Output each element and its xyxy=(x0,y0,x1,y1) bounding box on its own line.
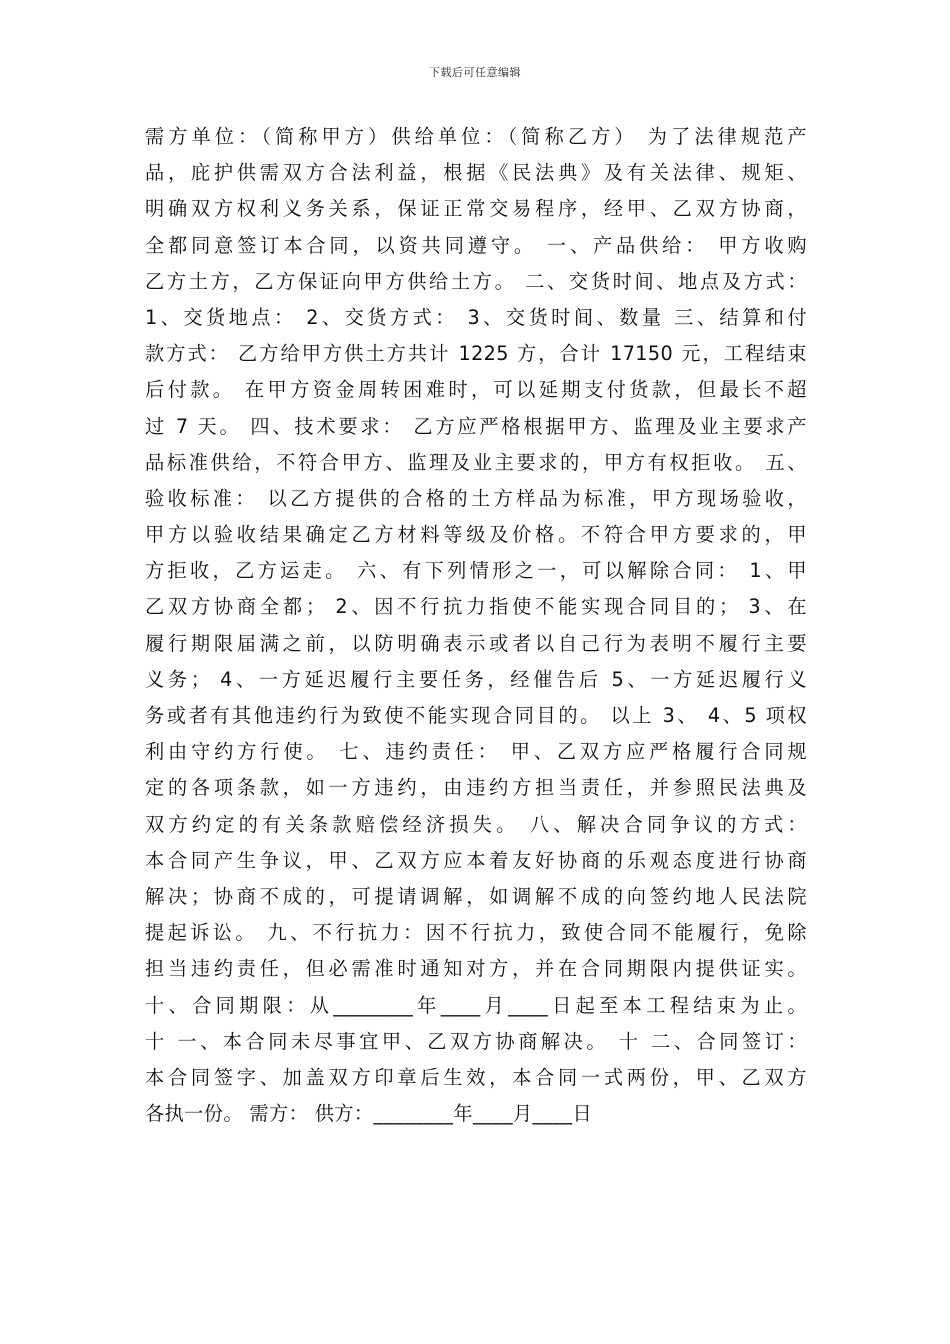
contract-line: 解决；协商不成的，可提请调解，如调解不成的向签约地人民法院 xyxy=(145,884,807,908)
contract-line: 乙双方协商全都； 2、因不行抗力指使不能实现合同目的； 3、在 xyxy=(145,595,807,619)
contract-line: 务或者有其他违约行为致使不能实现合同目的。 以上 3、 4、5 项权 xyxy=(145,704,807,727)
contract-line: 过 7 天。 四、技术要求： 乙方应严格根据甲方、监理及业主要求产 xyxy=(145,414,807,438)
contract-line: 履行期限届满之前，以防明确表示或者以自己行为表明不履行主要 xyxy=(145,631,807,655)
contract-line: 款方式： 乙方给甲方供土方共计 1225 方，合计 17150 元，工程结束 xyxy=(145,342,807,366)
contract-line: 义务； 4、一方延迟履行主要任务，经催告后 5、一方延迟履行义 xyxy=(145,667,807,691)
contract-body xyxy=(145,119,807,1132)
contract-line: 品标准供给，不符合甲方、监理及业主要求的，甲方有权拒收。 五、 xyxy=(145,450,807,474)
contract-line: 双方约定的有关条款赔偿经济损失。 八、解决合同争议的方式： xyxy=(145,812,807,836)
contract-line: 品，庇护供需双方合法利益，根据《民法典》及有关法律、规矩、 xyxy=(145,161,807,185)
contract-line: 1、交货地点： 2、交货方式： 3、交货时间、数量 三、结算和付 xyxy=(145,305,807,329)
contract-line: 定的各项条款，如一方违约，由违约方担当责任，并参照民法典及 xyxy=(145,776,807,800)
contract-line: 方拒收，乙方运走。 六、有下列情形之一，可以解除合同： 1、甲 xyxy=(145,559,807,583)
contract-line: 验收标准： 以乙方提供的合格的土方样品为标准，甲方现场验收， xyxy=(145,486,807,510)
contract-line: 利由守约方行使。 七、违约责任： 甲、乙双方应严格履行合同规 xyxy=(145,740,807,764)
page-header: 下载后可任意编辑 xyxy=(429,66,521,79)
contract-line: 各执一份。 需方： 供方：________年____月____日 xyxy=(145,1102,593,1126)
contract-line: 担当违约责任，但必需准时通知对方，并在合同期限内提供证实。 xyxy=(145,957,807,981)
contract-line: 十 一、本合同未尽事宜甲、乙双方协商解决。 十 二、合同签订： xyxy=(145,1029,807,1053)
contract-line: 提起诉讼。 九、不行抗力：因不行抗力，致使合同不能履行，免除 xyxy=(145,921,807,945)
contract-line: 本合同签字、加盖双方印章后生效，本合同一式两份，甲、乙双方 xyxy=(145,1065,807,1089)
contract-line: 后付款。 在甲方资金周转困难时，可以延期支付货款，但最长不超 xyxy=(145,378,807,402)
contract-line: 明确双方权利义务关系，保证正常交易程序，经甲、乙双方协商， xyxy=(145,197,807,221)
contract-line: 乙方土方，乙方保证向甲方供给土方。 二、交货时间、地点及方式： xyxy=(145,269,807,293)
contract-line: 全都同意签订本合同，以资共同遵守。 一、产品供给： 甲方收购 xyxy=(145,233,807,257)
contract-line: 十、合同期限：从________年____月____日起至本工程结束为止。 xyxy=(145,993,807,1017)
contract-line: 甲方以验收结果确定乙方材料等级及价格。不符合甲方要求的，甲 xyxy=(145,523,807,547)
contract-line: 需方单位：（简称甲方）供给单位：（简称乙方） 为了法律规范产 xyxy=(145,125,807,148)
contract-line: 本合同产生争议，甲、乙双方应本着友好协商的乐观态度进行协商 xyxy=(145,848,807,872)
